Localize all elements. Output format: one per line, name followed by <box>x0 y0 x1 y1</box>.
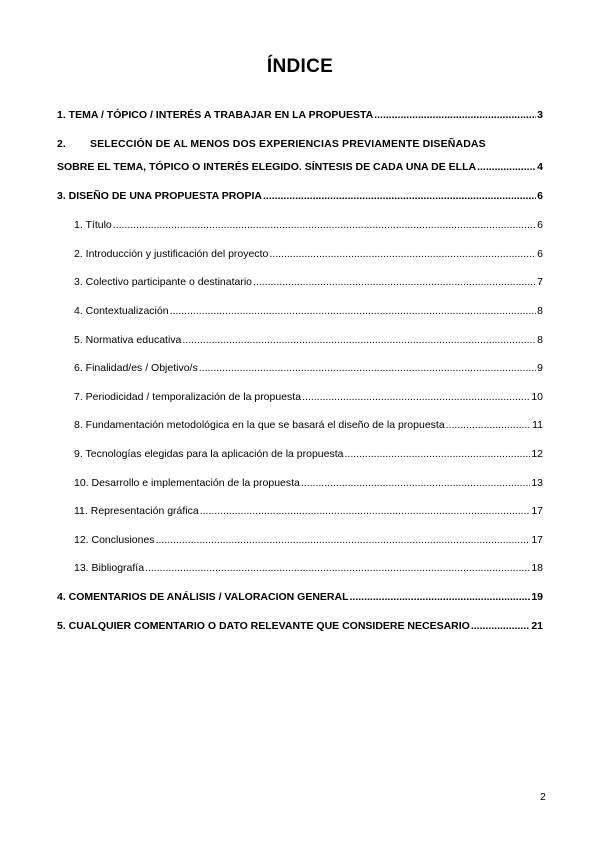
toc-page-number: 4 <box>537 161 543 173</box>
toc-dot-leader <box>200 504 531 518</box>
toc-subentry-3[interactable] <box>74 275 543 289</box>
toc-entry-label: 9. Tecnologías elegidas para la aplicación de la propuesta <box>74 448 344 460</box>
toc-page-number: 6 <box>537 219 543 231</box>
toc-entry-1[interactable] <box>57 108 543 122</box>
toc-entry-label: 5. CUALQUIER COMENTARIO O DATO RELEVANTE QUE CONSIDERE NECESARIO <box>57 620 470 632</box>
toc-entry-label: 2. Introducción y justificación del proyecto <box>74 248 269 260</box>
toc-dot-leader <box>113 218 536 232</box>
toc-page-number: 11 <box>532 419 543 431</box>
toc-page-number: 6 <box>537 190 543 202</box>
toc-subentry-5[interactable] <box>74 333 543 347</box>
toc-entry-2-line1: SELECCIÓN DE AL MENOS DOS EXPERIENCIAS PREVIAMENTE DISEÑADAS <box>90 138 486 150</box>
toc-dot-leader <box>145 561 530 575</box>
toc-page-number: 13 <box>531 477 543 489</box>
toc-entry-label: 10. Desarrollo e implementación de la propuesta <box>74 477 300 489</box>
toc-subentry-2[interactable] <box>74 247 543 261</box>
toc-dot-leader <box>182 333 536 347</box>
toc-dot-leader <box>302 390 530 404</box>
toc-subentry-7[interactable] <box>74 390 543 404</box>
toc-page-number: 17 <box>531 505 543 517</box>
toc-page-number: 18 <box>531 562 543 574</box>
toc-dot-leader <box>446 418 531 432</box>
toc-subentry-12[interactable] <box>74 533 543 547</box>
toc-dot-leader <box>350 590 531 604</box>
toc-entry-label: SOBRE EL TEMA, TÓPICO O INTERÉS ELEGIDO. SÍNTESIS DE CADA UNA DE ELLA <box>57 161 477 173</box>
toc-subentry-8[interactable] <box>74 418 543 432</box>
toc-dot-leader <box>170 304 537 318</box>
toc-entry-label: 1. Título <box>74 219 112 231</box>
toc-page-number: 6 <box>537 248 543 260</box>
toc-entry-label: 5. Normativa educativa <box>74 334 182 346</box>
toc-page-number: 8 <box>537 305 543 317</box>
toc-page-number: 7 <box>537 276 543 288</box>
page-title: ÍNDICE <box>266 56 334 77</box>
toc-entry-label: 4. Contextualización <box>74 305 169 317</box>
toc-page-number: 12 <box>531 448 543 460</box>
toc-entry-label: 8. Fundamentación metodológica en la que se basará el diseño de la propuesta <box>74 419 445 431</box>
toc-subentry-4[interactable] <box>74 304 543 318</box>
toc-entry-label: 13. Bibliografía <box>74 562 145 574</box>
toc-dot-leader <box>301 476 530 490</box>
toc-dot-leader <box>156 533 531 547</box>
toc-subentry-6[interactable] <box>74 361 543 375</box>
toc-entry-label: 3. Colectivo participante o destinatario <box>74 276 253 288</box>
toc-dot-leader <box>199 361 536 375</box>
toc-page-number: 10 <box>531 391 543 403</box>
toc-dot-leader <box>477 160 536 174</box>
toc-entry-label: 7. Periodicidad / temporalización de la propuesta <box>74 391 302 403</box>
toc-subentry-10[interactable] <box>74 476 543 490</box>
toc-entry-label: 12. Conclusiones <box>74 534 155 546</box>
toc-entry-5[interactable] <box>57 619 543 633</box>
toc-page-number: 17 <box>531 534 543 546</box>
toc-entry-label: 6. Finalidad/es / Objetivo/s <box>74 362 198 374</box>
toc-dot-leader <box>269 247 536 261</box>
toc-entry-2-number: 2. <box>57 138 66 150</box>
toc-page-number: 19 <box>531 591 543 603</box>
toc-dot-leader <box>345 447 531 461</box>
toc-dot-leader <box>263 189 536 203</box>
toc-entry-label: 1. TEMA / TÓPICO / INTERÉS A TRABAJAR EN LA PROPUESTA <box>57 109 374 121</box>
toc-subentry-9[interactable] <box>74 447 543 461</box>
toc-dot-leader <box>374 108 536 122</box>
toc-entry-4[interactable] <box>57 590 543 604</box>
toc-entry-label: 11. Representación gráfica <box>74 505 199 517</box>
toc-subentry-13[interactable] <box>74 561 543 575</box>
toc-entry-3[interactable] <box>57 189 543 203</box>
toc-subentry-11[interactable] <box>74 504 543 518</box>
toc-entry-2[interactable] <box>57 160 543 174</box>
toc-subentry-1[interactable] <box>74 218 543 232</box>
toc-entry-label: 4. COMENTARIOS DE ANÁLISIS / VALORACION GENERAL <box>57 591 349 603</box>
page-number: 2 <box>540 791 546 803</box>
toc-page-number: 3 <box>537 109 543 121</box>
toc-page-number: 8 <box>537 334 543 346</box>
toc-page-number: 9 <box>537 362 543 374</box>
toc-dot-leader <box>471 619 530 633</box>
toc-entry-label: 3. DISEÑO DE UNA PROPUESTA PROPIA <box>57 190 262 202</box>
toc-page-number: 21 <box>531 620 543 632</box>
toc-dot-leader <box>253 275 536 289</box>
